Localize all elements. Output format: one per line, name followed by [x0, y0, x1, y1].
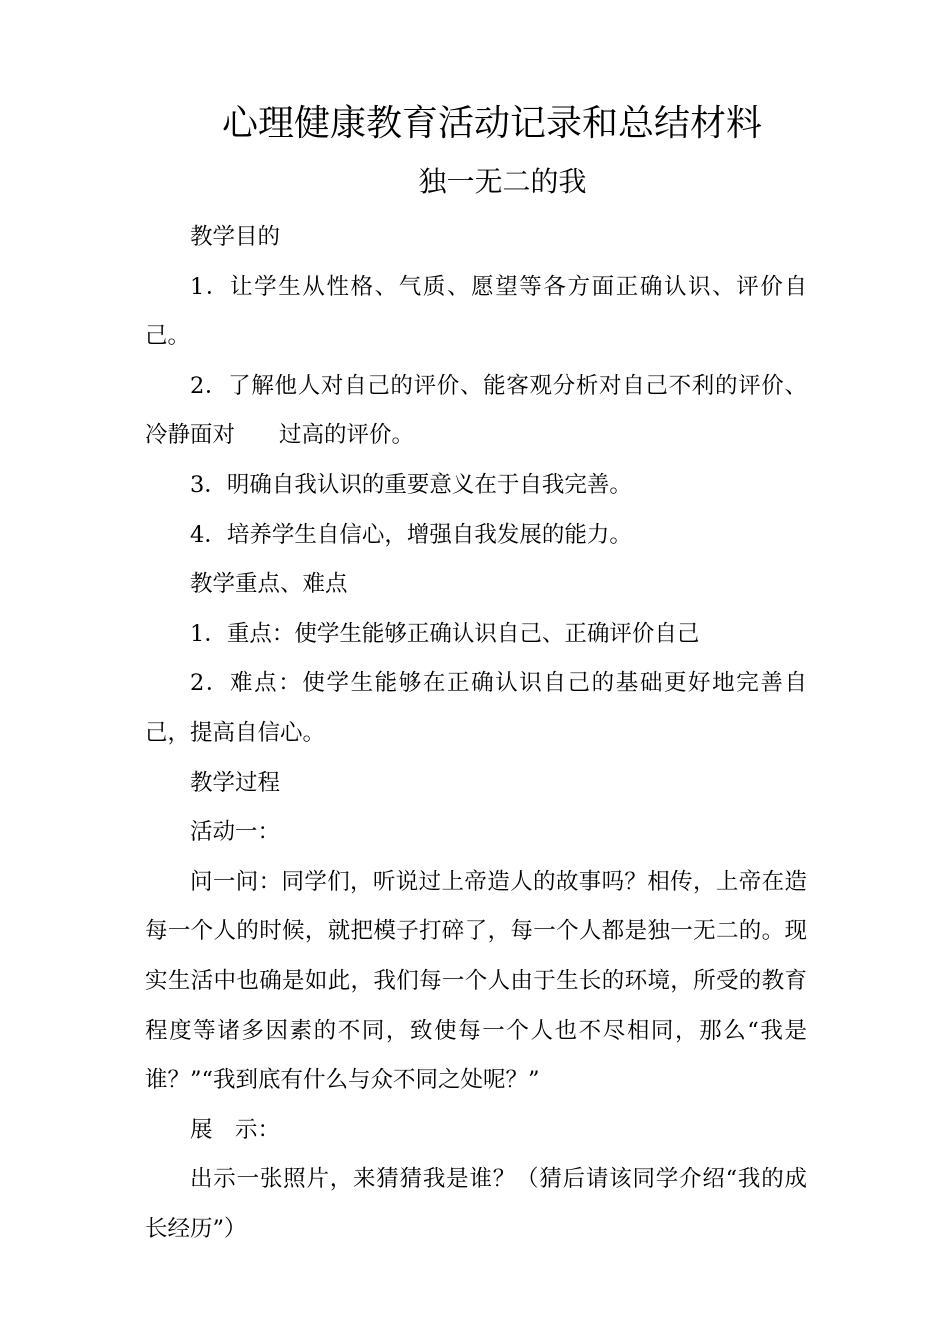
- objective-item-3: 3．明确自我认识的重要意义在于自我完善。: [190, 471, 632, 498]
- key-point-1: 1．重点：使学生能够正确认识自己、正确评价自己: [190, 620, 700, 647]
- document-title: 心理健康教育活动记录和总结材料: [222, 103, 763, 144]
- section-heading-process: 教学过程: [190, 769, 281, 796]
- section-heading-key-points: 教学重点、难点: [190, 571, 348, 598]
- activity-paragraph: 问一问：同学们，听说过上帝造人的故事吗？相传，上帝在造每一个人的时候，就把模子打碎了，每一个人都是独一无二的。现实生活中也确是如此，我们每一个人由于生长的环境，所受的教育程度等诸多因素的不同，致使每一个人也不尽相同，那么“我是谁？”“我到底有什么与众不同之处呢？”: [145, 868, 807, 1094]
- key-point-2: 2．难点：使学生能够在正确认识自己的基础更好地完善自己，提高自信心。: [145, 670, 807, 746]
- objective-item-2-part-1: 2．了解他人对自己的评价、能客观分析对自己不利的评价、冷静面对: [145, 372, 807, 449]
- document-body: [145, 213, 807, 1254]
- objective-item-2: [145, 362, 807, 461]
- display-paragraph: 出示一张照片，来猜猜我是谁？（猜后请该同学介绍“我的成长经历”）: [145, 1166, 807, 1242]
- objective-item-4: 4．培养学生自信心，增强自我发展的能力。: [190, 521, 632, 548]
- objective-item-1: 1．让学生从性格、气质、愿望等各方面正确认识、评价自己。: [145, 273, 807, 350]
- display-heading: 展 示：: [190, 1116, 281, 1143]
- activity-heading: 活动一：: [190, 819, 281, 846]
- document-subtitle: 独一无二的我: [418, 165, 587, 198]
- section-heading-objectives: 教学目的: [190, 224, 281, 250]
- objective-item-2-part-2: 过高的评价。: [279, 422, 415, 449]
